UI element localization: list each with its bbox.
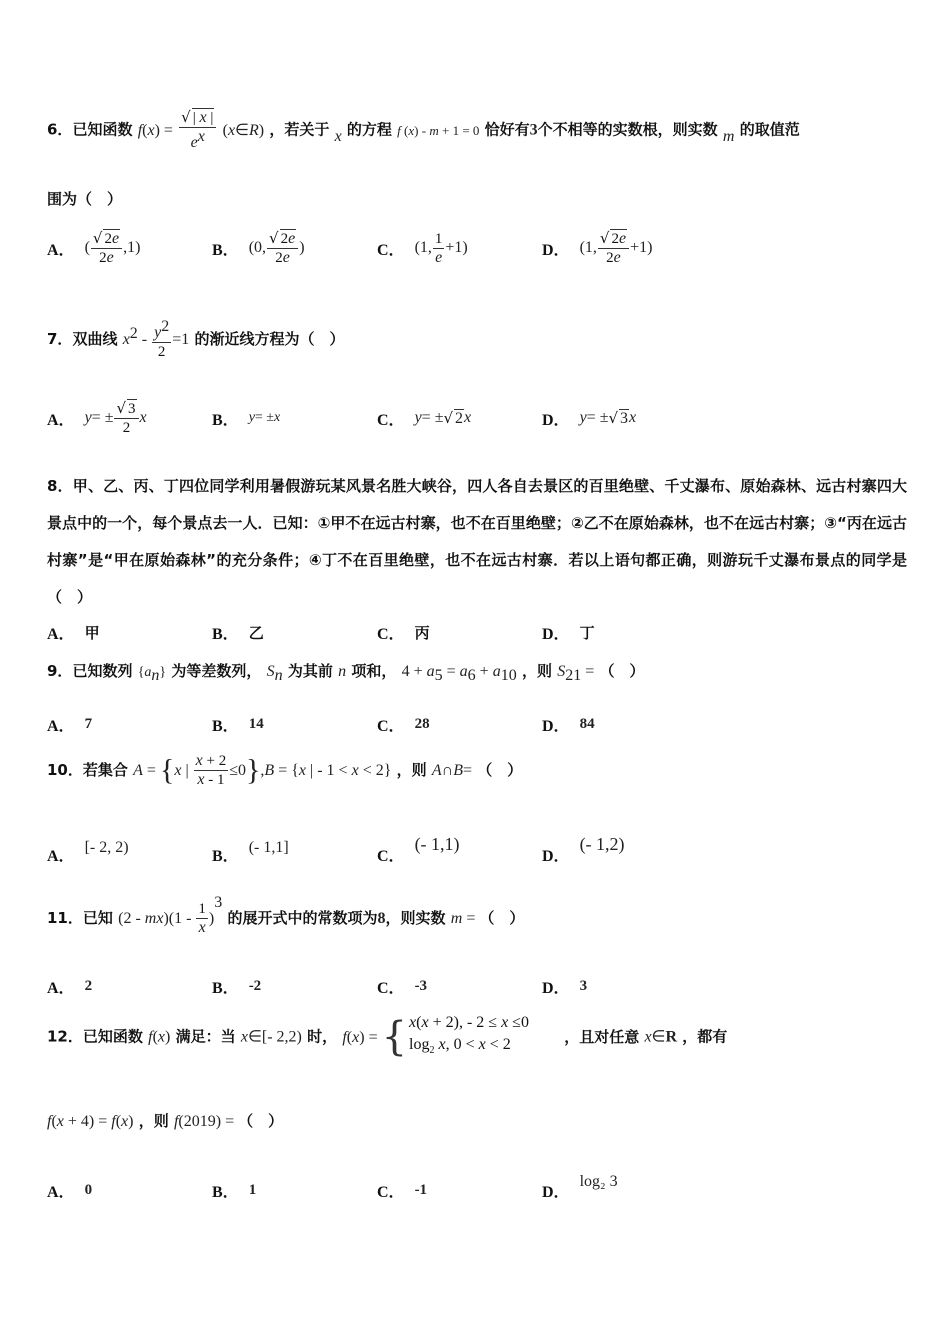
q10-options bbox=[47, 834, 907, 874]
q6-option-b[interactable]: B． (0, $\frac{√ 2e}{2e}$ ) bbox=[212, 229, 305, 266]
q11-expression: (2 - mx)(1 - $\frac{1}{x}$ )$^3$ bbox=[118, 894, 223, 936]
q9-option-c[interactable]: C． 28 bbox=[377, 715, 430, 735]
q12-option-d[interactable]: D． log₂ 3 bbox=[542, 1173, 618, 1201]
q12-option-a[interactable]: A． 0 bbox=[47, 1181, 93, 1201]
q12-options bbox=[47, 1170, 907, 1210]
question-8: 8．甲、乙、丙、丁四位同学利用暑假游玩某风景名胜大峡谷，四人各自去景区的百里绝壁、千丈瀑布、原始森林、远古村寨四大景点中的一个，每个景点去一人．已知：①甲不在远古村寨，也不在百里绝壁；②乙不在原始森林，也不在远古村寨；③“丙在远古村寨”是“甲在原始森林”的充分条件；④丁不在百里绝壁，也不在远古村寨．若以上语句都正确，则游玩千丈瀑布景点的同学是（ ） bbox=[47, 477, 907, 606]
q12-option-b[interactable]: B． 1 bbox=[212, 1181, 257, 1201]
q12-piecewise: f(x) = { x(x + 2), - 2 ≤ x ≤0 $\log_2 x$, 0 < x < 2 bbox=[342, 1014, 529, 1061]
q8-options bbox=[47, 612, 907, 652]
q9-option-d[interactable]: D． 84 bbox=[542, 715, 595, 735]
q9-option-b[interactable]: B． 14 bbox=[212, 715, 264, 735]
q11-option-b[interactable]: B． -2 bbox=[212, 977, 262, 997]
q9-condition: $4 + a_5 = a_6 + a_{10}$ bbox=[401, 663, 517, 684]
q10-option-d[interactable]: D． (- 1,2) bbox=[542, 833, 625, 865]
q11-option-c[interactable]: C． -3 bbox=[377, 977, 428, 997]
q6-function-formula: f(x) = $\frac{√ | x |}{e^x}$ (x∈R) bbox=[137, 108, 265, 151]
q7-option-c[interactable]: C． y = ± √ 2 x bbox=[377, 409, 472, 429]
question-10: 10．若集合 A = {x | $\frac{x + 2}{x - 1}$ ≤0},B = {x | - 1 < x < 2} ，则 A∩B= （ ） bbox=[47, 752, 523, 788]
q7-options bbox=[47, 398, 907, 438]
q11-option-d[interactable]: D． 3 bbox=[542, 977, 588, 997]
question-6-cont: 围为（ ） bbox=[47, 190, 123, 208]
q8-option-b[interactable]: B． 乙 bbox=[212, 623, 264, 643]
q8-option-a[interactable]: A． 甲 bbox=[47, 623, 100, 643]
q7-option-a[interactable]: A． y = ± $\frac{√ 3}{2}$ x bbox=[47, 399, 147, 436]
q8-option-d[interactable]: D． 丁 bbox=[542, 623, 595, 643]
q10-sets: A = {x | $\frac{x + 2}{x - 1}$ ≤0},B = {x | - 1 < x < 2} bbox=[133, 752, 392, 788]
q7-option-d[interactable]: D． y = ± √ 3 x bbox=[542, 409, 637, 429]
q6-options bbox=[47, 228, 907, 268]
q12-option-c[interactable]: C． -1 bbox=[377, 1181, 428, 1201]
q10-option-b[interactable]: B． (- 1,1] bbox=[212, 839, 289, 865]
q7-option-b[interactable]: B． y = ± x bbox=[212, 410, 281, 429]
q6-number: 6． bbox=[47, 120, 73, 139]
q10-option-a[interactable]: A． [- 2, 2) bbox=[47, 839, 129, 865]
q8-option-c[interactable]: C． 丙 bbox=[377, 623, 430, 643]
question-12-cont: f(x + 4) = f(x) ，则 f(2019) = （ ） bbox=[47, 1112, 284, 1130]
q7-hyperbola: $x^2$ - $\frac{y^2}{2}$ =1 bbox=[122, 318, 190, 360]
question-12: 12．已知函数 f(x) 满足：当 x∈[- 2,2) 时， f(x) = { x(x + 2), - 2 ≤ x ≤0 $\log_2 x$, 0 < x < 2 ，且对任意 x∈R ，都有 bbox=[47, 1014, 728, 1061]
question-11: 11．已知 (2 - mx)(1 - $\frac{1}{x}$ )$^3$ 的展开式中的常数项为8，则实数 m = （ ） bbox=[47, 894, 525, 936]
question-6: 6．已知函数 f(x) = $\frac{√ | x |}{e^x}$ (x∈R) ，若关于 x 的方程 f (x) - m + 1 = 0 恰好有3个不相等的实数根，则实数 m 的取值范 bbox=[47, 108, 800, 151]
question-7: 7．双曲线 $x^2$ - $\frac{y^2}{2}$ =1 的渐近线方程为（ ） bbox=[47, 318, 345, 360]
q6-option-c[interactable]: C． (1, $\frac{1}{e}$ +1) bbox=[377, 230, 468, 266]
q9-option-a[interactable]: A． 7 bbox=[47, 715, 93, 735]
q11-options bbox=[47, 966, 907, 1006]
q6-option-d[interactable]: D． (1, $\frac{√ 2e}{2e}$ +1) bbox=[542, 229, 653, 266]
q6-equation: f (x) - m + 1 = 0 bbox=[397, 122, 480, 138]
q10-option-c[interactable]: C． (- 1,1) bbox=[377, 833, 460, 865]
q11-option-a[interactable]: A． 2 bbox=[47, 977, 93, 997]
q9-options bbox=[47, 704, 907, 744]
q6-option-a[interactable]: A． ( $\frac{√ 2e}{2e}$ ,1) bbox=[47, 229, 141, 266]
question-9: 9．已知数列 $\{a_n\}$ 为等差数列， $S_n$ 为其前 n 项和， $4 + a_5 = a_6 + a_{10}$ ，则 $S_{21}$ = （ ） bbox=[47, 662, 645, 684]
